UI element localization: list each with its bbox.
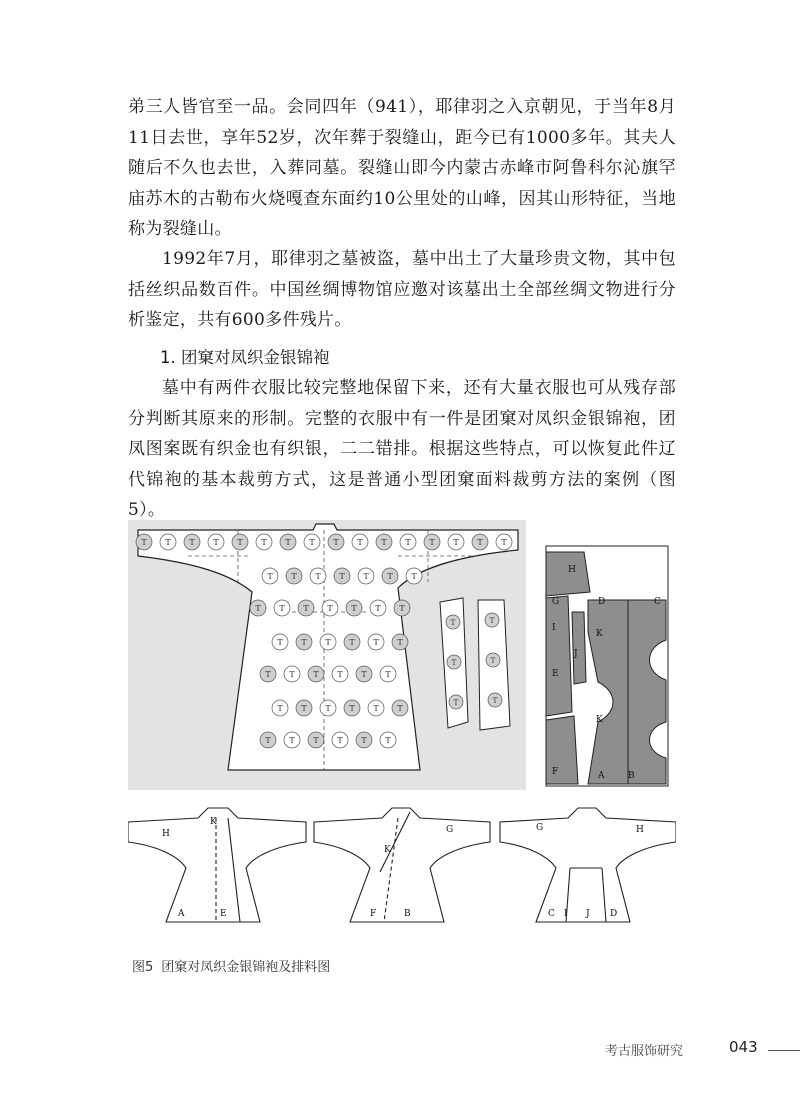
robe-label: D: [610, 909, 618, 919]
layout-label: K: [596, 715, 603, 725]
figure-5: [128, 512, 676, 942]
paragraph-1: 弟三人皆官至一品。会同四年（941），耶律羽之入京朝见，于当年8月11日去世，享年52岁，次年葬于裂缝山，距今已有1000多年。其夫人随后不久也去世，入葬同墓。裂缝山即今内蒙古赤峰市阿鲁科尔沁旗罕庙苏木的古勒布火烧嘎查东面约10公里处的山峰，因其山形特征，当地称为裂缝山。: [128, 97, 676, 239]
section-heading: 1. 团窠对凤织金银锦袍: [160, 348, 330, 367]
robe-label: J: [586, 909, 590, 919]
roundel-glyph: T: [450, 619, 456, 627]
roundel-glyph: T: [453, 699, 459, 707]
layout-label: K: [596, 629, 603, 639]
roundel-glyph: T: [397, 704, 403, 713]
roundel-glyph: T: [313, 670, 319, 679]
layout-label: E: [552, 669, 559, 679]
roundel-glyph: T: [399, 604, 405, 613]
robe-label: G: [536, 823, 544, 833]
roundel-glyph: T: [451, 659, 457, 667]
roundel-glyph: T: [213, 538, 219, 547]
layout-label: J: [574, 649, 578, 659]
robe-outline-1: [128, 808, 306, 922]
page-number: 043: [729, 1038, 758, 1056]
roundel-glyph: T: [363, 572, 369, 581]
roundel-glyph: T: [361, 670, 367, 679]
roundel-glyph: T: [337, 736, 343, 745]
robe-label: I: [564, 909, 568, 919]
robe-cutting-diagram: [128, 512, 676, 942]
roundel-glyph: T: [397, 638, 403, 647]
robe-outline-3: [500, 808, 676, 922]
roundel-glyph: T: [255, 604, 261, 613]
layout-label: G: [552, 597, 560, 607]
robe-label: A: [178, 909, 185, 919]
robe-label: B: [404, 909, 411, 919]
roundel-glyph: T: [289, 670, 295, 679]
roundel-glyph: T: [405, 538, 411, 547]
roundel-glyph: T: [301, 638, 307, 647]
roundel-glyph: T: [315, 572, 321, 581]
roundel-glyph: T: [349, 638, 355, 647]
roundel-glyph: T: [277, 704, 283, 713]
roundel-glyph: T: [313, 736, 319, 745]
roundel-glyph: T: [325, 704, 331, 713]
roundel-glyph: T: [373, 638, 379, 647]
robe-label: F: [370, 909, 377, 919]
caption-title: 团窠对凤织金银锦袍及排料图: [161, 960, 331, 975]
roundel-glyph: T: [261, 538, 267, 547]
robe-label: H: [636, 825, 644, 835]
roundel-glyph: T: [265, 736, 271, 745]
footer-rule: [768, 1050, 800, 1051]
roundel-glyph: T: [309, 538, 315, 547]
robe-label: E: [220, 909, 227, 919]
roundel-glyph: T: [325, 638, 331, 647]
roundel-glyph: T: [303, 604, 309, 613]
roundel-glyph: T: [492, 697, 498, 705]
fabric-layout: [546, 546, 668, 786]
roundel-glyph: T: [429, 538, 435, 547]
roundel-glyph: T: [333, 538, 339, 547]
robe-label: K: [210, 817, 217, 827]
roundel-glyph: T: [349, 704, 355, 713]
roundel-glyph: T: [237, 538, 243, 547]
robe-label: C: [548, 909, 555, 919]
roundel-glyph: T: [277, 638, 283, 647]
roundel-glyph: T: [357, 538, 363, 547]
robe-label: G: [446, 825, 454, 835]
robe-label: K: [384, 845, 391, 855]
roundel-glyph: T: [339, 572, 345, 581]
roundel-glyph: T: [385, 736, 391, 745]
roundel-glyph: T: [291, 572, 297, 581]
layout-label: F: [552, 767, 559, 777]
roundel-glyph: T: [501, 538, 507, 547]
roundel-glyph: T: [265, 670, 271, 679]
roundel-glyph: T: [285, 538, 291, 547]
roundel-glyph: T: [351, 604, 357, 613]
roundel-glyph: T: [387, 572, 393, 581]
roundel-glyph: T: [453, 538, 459, 547]
layout-label: D: [598, 597, 606, 607]
roundel-glyph: T: [373, 704, 379, 713]
robe-outline-2: [314, 808, 490, 922]
roundel-glyph: T: [375, 604, 381, 613]
paragraph-3: 墓中有两件衣服比较完整地保留下来，还有大量衣服也可从残存部分判断其原来的形制。完整的衣服中有一件是团窠对凤织金银锦袍，团凤图案既有织金也有织银，二二错排。根据这些特点，可以恢复此件辽代锦袍的基本裁剪方式，这是普通小型团窠面料裁剪方法的案例（图5）。: [128, 378, 676, 520]
layout-label: A: [598, 771, 605, 781]
caption-number: 图5: [132, 960, 154, 975]
roundel-glyph: T: [301, 704, 307, 713]
roundel-glyph: T: [381, 538, 387, 547]
robe-label: H: [162, 829, 170, 839]
roundel-glyph: T: [489, 617, 495, 625]
roundel-glyph: T: [189, 538, 195, 547]
layout-label: H: [568, 565, 576, 575]
running-footer-title: 考古服饰研究: [605, 1044, 684, 1059]
roundel-glyph: T: [289, 736, 295, 745]
roundel-glyph: T: [279, 604, 285, 613]
roundel-glyph: T: [337, 670, 343, 679]
roundel-glyph: T: [411, 572, 417, 581]
roundel-glyph: T: [327, 604, 333, 613]
roundel-glyph: T: [361, 736, 367, 745]
roundel-glyph: T: [385, 670, 391, 679]
roundel-glyph: T: [477, 538, 483, 547]
roundel-glyph: T: [267, 572, 273, 581]
layout-label: B: [628, 771, 635, 781]
roundel-glyph: T: [490, 657, 496, 665]
roundel-glyph: T: [141, 538, 147, 547]
roundel-glyph: T: [165, 538, 171, 547]
paragraph-2: 1992年7月，耶律羽之墓被盗，墓中出土了大量珍贵文物，其中包括丝织品数百件。中国丝绸博物馆应邀对该墓出土全部丝绸文物进行分析鉴定，共有600多件残片。: [128, 249, 676, 330]
layout-label: C: [654, 597, 661, 607]
figure-caption: [132, 956, 330, 975]
layout-label: I: [552, 623, 556, 633]
